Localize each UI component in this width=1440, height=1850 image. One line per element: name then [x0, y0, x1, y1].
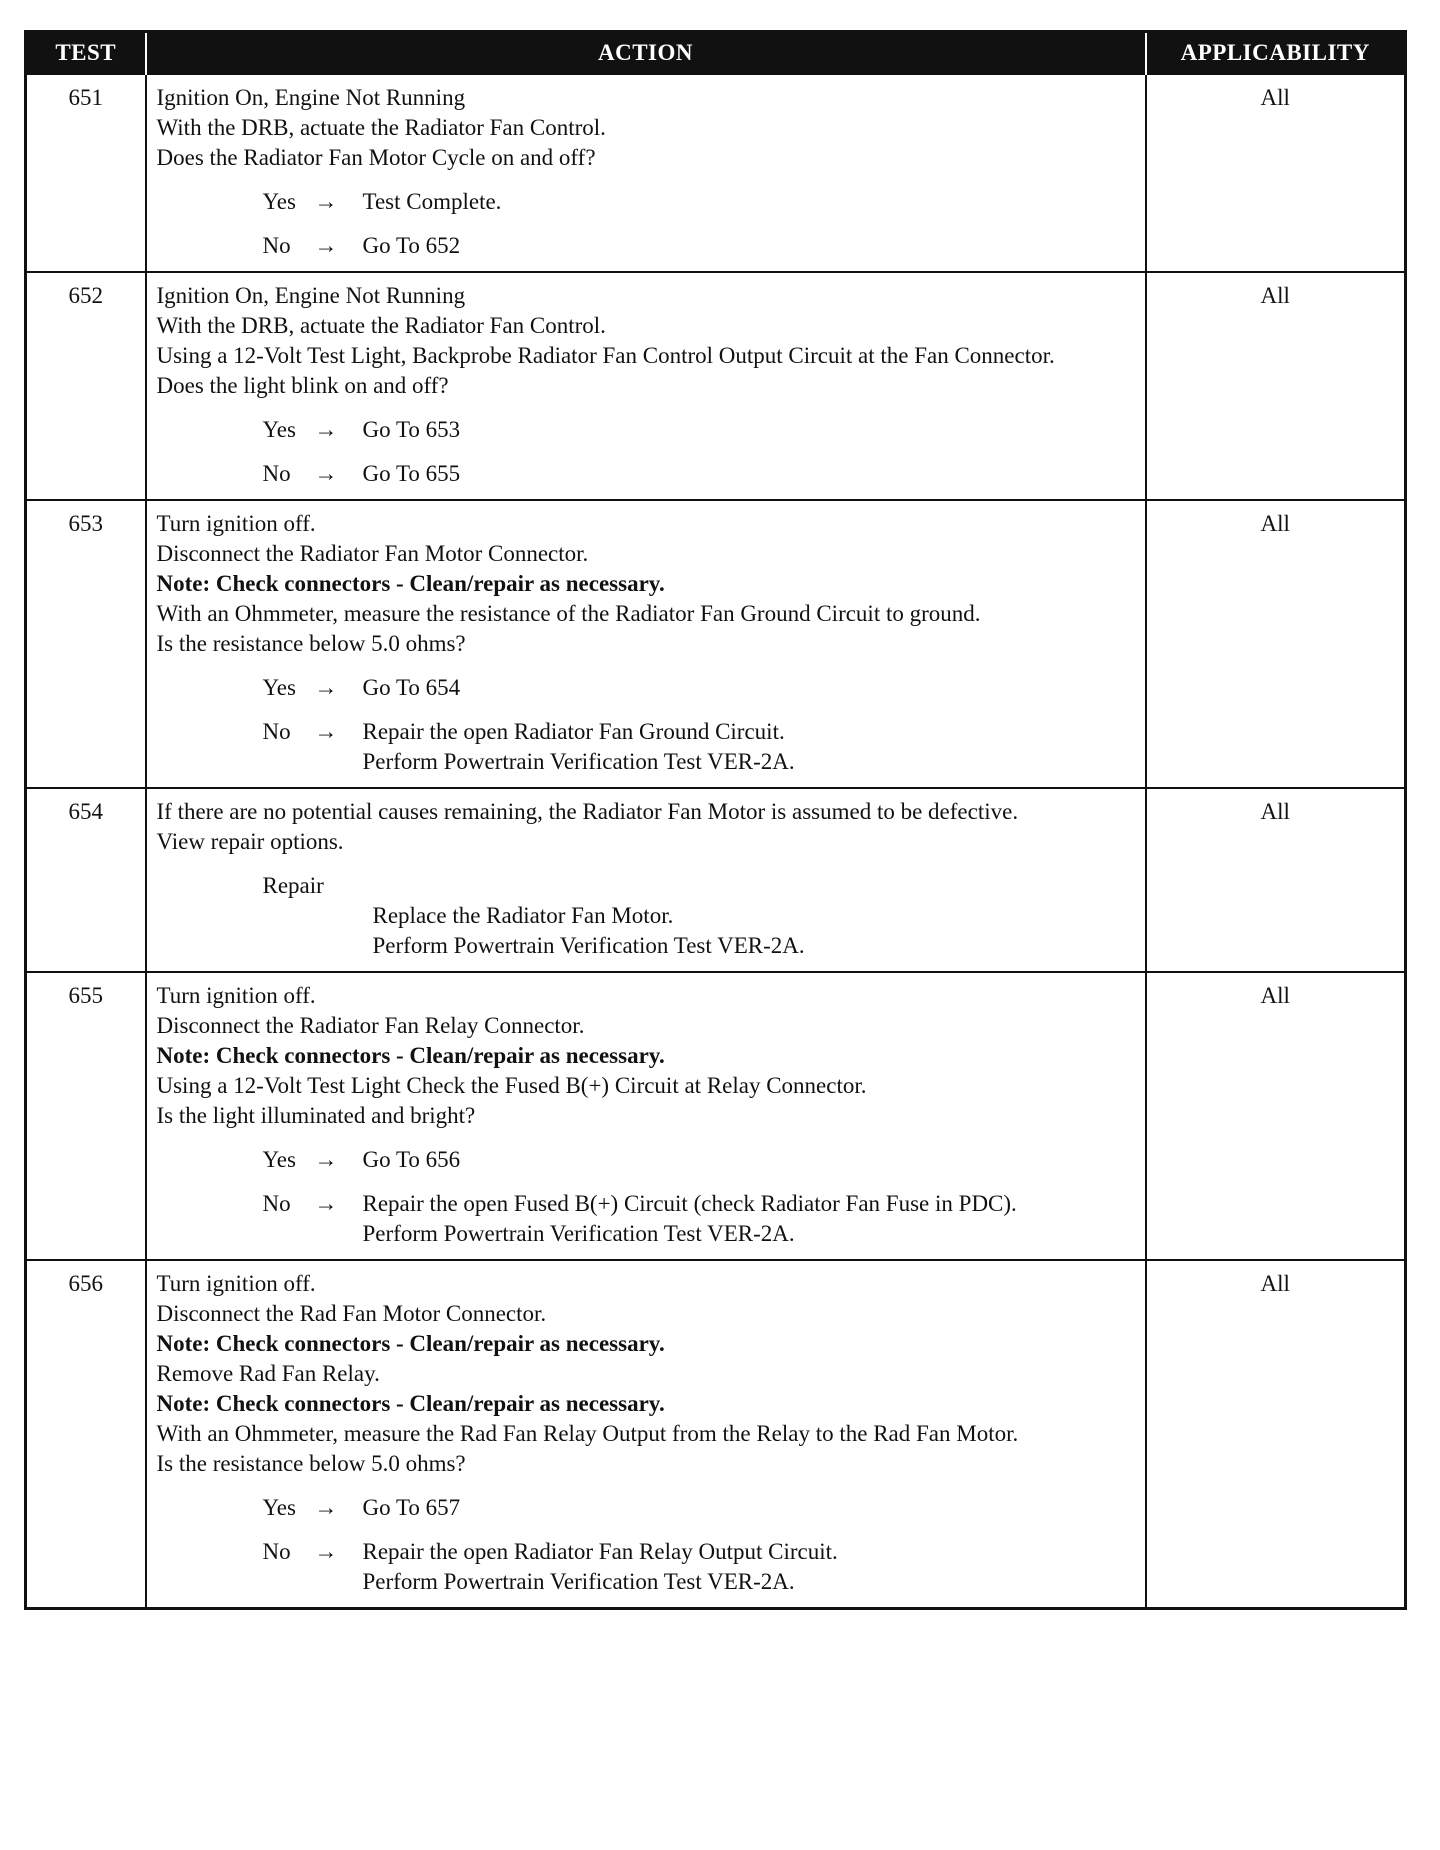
step-text: With an Ohmmeter, measure the resistance of the Radiator Fan Ground Circuit to ground. [156, 601, 981, 626]
branch-label: Yes [262, 189, 296, 214]
branch-result [363, 415, 1137, 445]
branch-list [157, 1145, 1137, 1249]
branch-result-line: Repair the open Radiator Fan Relay Output Circuit. [362, 1539, 838, 1564]
table-row [26, 972, 1406, 1260]
test-number: 655 [26, 972, 146, 1260]
header-test: TEST [26, 32, 146, 75]
step-text: Turn ignition off. [156, 983, 316, 1008]
arrow-icon: → [314, 1539, 338, 1564]
branch-no [157, 231, 1137, 261]
test-number: 656 [26, 1260, 146, 1609]
diagnostic-test-sheet [24, 30, 1404, 1610]
branch-result-line: Test Complete. [362, 189, 502, 214]
table-row [26, 1260, 1406, 1609]
header-action: ACTION [146, 32, 1146, 75]
branch-result [363, 1145, 1137, 1175]
test-number: 654 [26, 788, 146, 972]
branch-no [157, 459, 1137, 489]
step-text: With an Ohmmeter, measure the Rad Fan Relay Output from the Relay to the Rad Fan Motor. [156, 1421, 1019, 1446]
branch-label: Yes [262, 1147, 296, 1172]
repair-label: Repair [262, 873, 324, 898]
branch-label: Yes [262, 1495, 296, 1520]
arrow-icon: → [314, 1495, 338, 1520]
branch-result-line: Perform Powertrain Verification Test VER-2A. [362, 1569, 795, 1594]
branch-result [363, 1493, 1137, 1523]
repair-line: Perform Powertrain Verification Test VER-2A. [372, 933, 805, 958]
arrow-icon: → [314, 1147, 338, 1172]
branch-result [363, 1537, 1137, 1597]
branch-result-line: Repair the open Fused B(+) Circuit (check Radiator Fan Fuse in PDC). [362, 1191, 1017, 1216]
branch-yes [157, 673, 1137, 703]
step-text: View repair options. [156, 829, 344, 854]
branch-label: No [262, 461, 291, 486]
step-text: Disconnect the Radiator Fan Motor Connector. [156, 541, 589, 566]
branch-no [157, 1189, 1137, 1249]
table-row [26, 74, 1406, 272]
arrow-icon: → [314, 189, 338, 214]
step-text: If there are no potential causes remaining, the Radiator Fan Motor is assumed to be defective. [156, 799, 1019, 824]
action-cell [146, 972, 1146, 1260]
branch-result-line: Go To 654 [362, 675, 461, 700]
action-cell [146, 788, 1146, 972]
action-steps [157, 797, 1137, 857]
branch-result [363, 459, 1137, 489]
arrow-icon: → [314, 719, 338, 744]
step-text: Using a 12-Volt Test Light, Backprobe Radiator Fan Control Output Circuit at the Fan Connector. [156, 343, 1055, 368]
branch-result-line: Perform Powertrain Verification Test VER-2A. [362, 749, 795, 774]
branch-yes [157, 1145, 1137, 1175]
branch-result [363, 673, 1137, 703]
action-cell [146, 1260, 1146, 1609]
branch-result-line: Go To 652 [362, 233, 461, 258]
branch-result-line: Go To 657 [362, 1495, 461, 1520]
step-text: Is the resistance below 5.0 ohms? [156, 631, 466, 656]
branch-result [363, 231, 1137, 261]
applicability: All [1146, 500, 1406, 788]
step-text: Disconnect the Radiator Fan Relay Connector. [156, 1013, 585, 1038]
branch-result-line: Go To 653 [362, 417, 461, 442]
step-text: Is the resistance below 5.0 ohms? [156, 1451, 466, 1476]
applicability: All [1146, 972, 1406, 1260]
branch-list [157, 187, 1137, 261]
branch-result-line: Go To 656 [362, 1147, 461, 1172]
step-text: Is the light illuminated and bright? [156, 1103, 476, 1128]
branch-result [363, 717, 1137, 777]
step-text: Using a 12-Volt Test Light Check the Fused B(+) Circuit at Relay Connector. [156, 1073, 867, 1098]
repair-lines [263, 901, 1137, 961]
test-number: 653 [26, 500, 146, 788]
applicability: All [1146, 272, 1406, 500]
branch-result [363, 187, 1137, 217]
action-steps [157, 1269, 1137, 1479]
branch-no [157, 717, 1137, 777]
applicability: All [1146, 74, 1406, 272]
step-text: Ignition On, Engine Not Running [156, 283, 466, 308]
branch-yes [157, 415, 1137, 445]
branch-result-line: Repair the open Radiator Fan Ground Circuit. [362, 719, 785, 744]
action-steps [157, 509, 1137, 659]
branch-label: Yes [262, 675, 296, 700]
table-body [26, 74, 1406, 1609]
note-text: Note: Check connectors - Clean/repair as necessary. [156, 1391, 665, 1416]
branch-label: Yes [262, 417, 296, 442]
branch-list [157, 673, 1137, 777]
note-text: Note: Check connectors - Clean/repair as necessary. [156, 1043, 665, 1068]
table-row [26, 272, 1406, 500]
diagnostic-test-table [24, 30, 1407, 1610]
branch-list [157, 1493, 1137, 1597]
branch-yes [157, 187, 1137, 217]
applicability: All [1146, 1260, 1406, 1609]
applicability: All [1146, 788, 1406, 972]
repair-block [157, 871, 1137, 961]
table-row [26, 500, 1406, 788]
branch-label: No [262, 1539, 291, 1564]
note-text: Note: Check connectors - Clean/repair as necessary. [156, 571, 665, 596]
branch-list [157, 415, 1137, 489]
step-text: Remove Rad Fan Relay. [156, 1361, 380, 1386]
test-number: 651 [26, 74, 146, 272]
action-cell [146, 500, 1146, 788]
step-text: Disconnect the Rad Fan Motor Connector. [156, 1301, 547, 1326]
step-text: Turn ignition off. [156, 1271, 316, 1296]
action-steps [157, 981, 1137, 1131]
branch-result-line: Perform Powertrain Verification Test VER-2A. [362, 1221, 795, 1246]
table-row [26, 788, 1406, 972]
arrow-icon: → [314, 675, 338, 700]
branch-label: No [262, 1191, 291, 1216]
arrow-icon: → [314, 233, 338, 258]
test-number: 652 [26, 272, 146, 500]
action-steps [157, 83, 1137, 173]
header-applicability: APPLICABILITY [1146, 32, 1406, 75]
branch-result [363, 1189, 1137, 1249]
action-cell [146, 272, 1146, 500]
step-text: Turn ignition off. [156, 511, 316, 536]
table-header-row [26, 32, 1406, 75]
arrow-icon: → [314, 1191, 338, 1216]
branch-no [157, 1537, 1137, 1597]
arrow-icon: → [314, 417, 338, 442]
arrow-icon: → [314, 461, 338, 486]
note-text: Note: Check connectors - Clean/repair as necessary. [156, 1331, 665, 1356]
step-text: Does the light blink on and off? [156, 373, 449, 398]
branch-yes [157, 1493, 1137, 1523]
repair-line: Replace the Radiator Fan Motor. [372, 903, 674, 928]
step-text: Ignition On, Engine Not Running [156, 85, 466, 110]
step-text: Does the Radiator Fan Motor Cycle on and off? [156, 145, 596, 170]
branch-label: No [262, 719, 291, 744]
action-cell [146, 74, 1146, 272]
branch-label: No [262, 233, 291, 258]
step-text: With the DRB, actuate the Radiator Fan Control. [156, 313, 606, 338]
step-text: With the DRB, actuate the Radiator Fan Control. [156, 115, 606, 140]
branch-result-line: Go To 655 [362, 461, 461, 486]
action-steps [157, 281, 1137, 401]
